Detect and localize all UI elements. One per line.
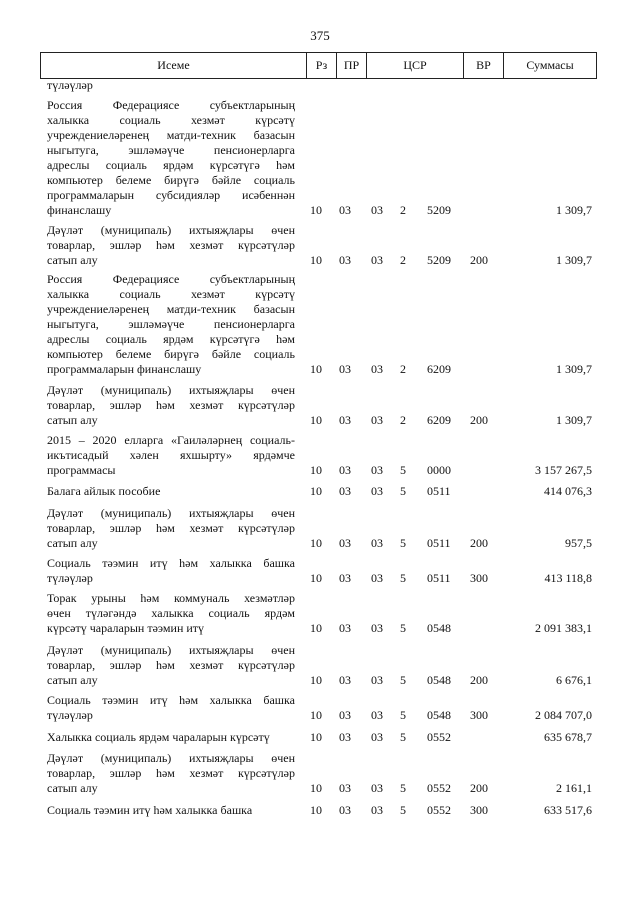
row-sum: 413 118,8 bbox=[544, 570, 592, 585]
row-csr-part2: 5 bbox=[400, 483, 406, 498]
table-row bbox=[0, 432, 640, 478]
row-name-line: ныгытуга, эшләмәүче пенсионерларга bbox=[47, 142, 295, 157]
row-name bbox=[47, 223, 295, 268]
row-sum: 1 309,7 bbox=[556, 361, 592, 376]
table-row bbox=[0, 271, 640, 377]
row-name-line: өчен түләгәндә халыкка социаль ярдәм bbox=[47, 605, 295, 620]
row-csr-part3: 0552 bbox=[427, 780, 451, 795]
table-row bbox=[0, 642, 640, 688]
row-pr: 03 bbox=[339, 535, 351, 550]
row-name-line: түләүләр bbox=[47, 570, 93, 585]
row-name-line: халыкка социаль хезмәт күрсәтү bbox=[47, 286, 295, 301]
row-rz: 10 bbox=[310, 570, 322, 585]
row-name-line: программаларын финанслашу bbox=[47, 361, 202, 376]
row-name-line: компьютер белеме бирүгә бәйле социаль bbox=[47, 346, 295, 361]
header-rz: Рз bbox=[306, 53, 336, 78]
row-name-line: 2015 – 2020 елларга «Гаиләләрнең социаль- bbox=[47, 432, 295, 447]
row-csr-part2: 5 bbox=[400, 780, 406, 795]
row-pr: 03 bbox=[339, 707, 351, 722]
row-csr-part1: 03 bbox=[371, 202, 383, 217]
row-pr: 03 bbox=[339, 361, 351, 376]
row-name-line: учреждениеләренең матди-техник базасын bbox=[47, 301, 295, 316]
row-csr-part3: 6209 bbox=[427, 361, 451, 376]
row-name-line: программасы bbox=[47, 462, 116, 477]
row-rz: 10 bbox=[310, 462, 322, 477]
row-vr: 200 bbox=[470, 780, 488, 795]
row-name bbox=[47, 506, 295, 551]
row-pr: 03 bbox=[339, 620, 351, 635]
row-name-line: сатып алу bbox=[47, 412, 98, 427]
row-name-line: финанслашу bbox=[47, 202, 112, 217]
row-name-line: икътисадый хәлен яхшырту» ярдәмче bbox=[47, 447, 295, 462]
row-csr-part1: 03 bbox=[371, 672, 383, 687]
table-row bbox=[0, 484, 640, 499]
row-csr-part2: 2 bbox=[400, 252, 406, 267]
row-name bbox=[47, 383, 295, 428]
row-name-line: Социаль тәэмин итү һәм халыкка башка bbox=[47, 555, 295, 570]
row-name-line: халыкка социаль хезмәт күрсәтү bbox=[47, 112, 295, 127]
row-name-line: Халыкка социаль ярдәм чараларын күрсәтү bbox=[47, 729, 270, 744]
row-sum: 414 076,3 bbox=[544, 483, 592, 498]
row-rz: 10 bbox=[310, 780, 322, 795]
row-name bbox=[47, 693, 295, 723]
row-name bbox=[47, 730, 295, 745]
row-sum: 635 678,7 bbox=[544, 729, 592, 744]
table-row bbox=[0, 693, 640, 723]
row-csr-part1: 03 bbox=[371, 620, 383, 635]
row-name-line: ныгытуга, эшләмәүче пенсионерларга bbox=[47, 316, 295, 331]
row-name bbox=[47, 433, 295, 478]
row-csr-part2: 5 bbox=[400, 535, 406, 550]
row-vr: 200 bbox=[470, 412, 488, 427]
row-name bbox=[47, 98, 295, 218]
row-name-line: түләүләр bbox=[47, 707, 93, 722]
table-row bbox=[0, 730, 640, 745]
row-csr-part1: 03 bbox=[371, 361, 383, 376]
table-row bbox=[0, 505, 640, 551]
row-name-line: сатып алу bbox=[47, 535, 98, 550]
row-csr-part1: 03 bbox=[371, 483, 383, 498]
row-csr-part3: 0511 bbox=[427, 570, 451, 585]
row-rz: 10 bbox=[310, 729, 322, 744]
row-name bbox=[47, 803, 295, 818]
row-sum: 633 517,6 bbox=[544, 802, 592, 817]
row-name-line: сатып алу bbox=[47, 252, 98, 267]
row-rz: 10 bbox=[310, 672, 322, 687]
table-row bbox=[0, 556, 640, 586]
row-pr: 03 bbox=[339, 252, 351, 267]
row-pr: 03 bbox=[339, 729, 351, 744]
row-csr-part3: 0548 bbox=[427, 672, 451, 687]
row-rz: 10 bbox=[310, 361, 322, 376]
row-pr: 03 bbox=[339, 780, 351, 795]
row-csr-part1: 03 bbox=[371, 570, 383, 585]
row-vr: 200 bbox=[470, 672, 488, 687]
row-csr-part2: 5 bbox=[400, 802, 406, 817]
row-name-line: Социаль тәэмин итү һәм халыкка башка bbox=[47, 692, 295, 707]
row-csr-part1: 03 bbox=[371, 252, 383, 267]
row-csr-part1: 03 bbox=[371, 412, 383, 427]
row-name-line: Дәүләт (муниципаль) ихтыяҗлары өчен bbox=[47, 222, 295, 237]
row-pr: 03 bbox=[339, 462, 351, 477]
row-pr: 03 bbox=[339, 570, 351, 585]
row-csr-part2: 5 bbox=[400, 462, 406, 477]
row-name-line: программаларын субсидияләр исәбеннән bbox=[47, 187, 295, 202]
row-csr-part1: 03 bbox=[371, 707, 383, 722]
table-row bbox=[0, 222, 640, 268]
row-sum: 3 157 267,5 bbox=[535, 462, 592, 477]
row-vr: 200 bbox=[470, 252, 488, 267]
row-csr-part2: 5 bbox=[400, 672, 406, 687]
row-csr-part1: 03 bbox=[371, 535, 383, 550]
row-name-line: күрсәтү чараларын тәэмин итү bbox=[47, 620, 205, 635]
row-name-line: Дәүләт (муниципаль) ихтыяҗлары өчен bbox=[47, 642, 295, 657]
row-name bbox=[47, 484, 295, 499]
row-csr-part2: 5 bbox=[400, 570, 406, 585]
row-csr-part1: 03 bbox=[371, 729, 383, 744]
row-sum: 2 161,1 bbox=[556, 780, 592, 795]
row-name-line: Россия Федерациясе субъектларының bbox=[47, 97, 295, 112]
row-csr-part2: 5 bbox=[400, 729, 406, 744]
row-name bbox=[47, 272, 295, 377]
table-row bbox=[0, 803, 640, 818]
row-pr: 03 bbox=[339, 202, 351, 217]
row-csr-part3: 0511 bbox=[427, 483, 451, 498]
row-name-line: адреслы социаль ярдәм күрсәтүгә һәм bbox=[47, 331, 295, 346]
row-sum: 6 676,1 bbox=[556, 672, 592, 687]
header-name: Исеме bbox=[157, 58, 190, 72]
row-csr-part2: 5 bbox=[400, 620, 406, 635]
row-name-line: товарлар, эшләр һәм хезмәт күрсәтүләр bbox=[47, 520, 295, 535]
row-name-line: Торак урыны һәм коммуналь хезмәтләр bbox=[47, 590, 295, 605]
row-name-line: компьютер белеме бирүгә бәйле социаль bbox=[47, 172, 295, 187]
row-name bbox=[47, 751, 295, 796]
row-name-line: товарлар, эшләр һәм хезмәт күрсәтүләр bbox=[47, 397, 295, 412]
row-name-line: адреслы социаль ярдәм күрсәтүгә һәм bbox=[47, 157, 295, 172]
row-rz: 10 bbox=[310, 535, 322, 550]
page-number: 375 bbox=[310, 28, 330, 43]
row-pr: 03 bbox=[339, 802, 351, 817]
row-name bbox=[47, 643, 295, 688]
row-pr: 03 bbox=[339, 483, 351, 498]
header-vr: ВР bbox=[463, 53, 503, 78]
row-name-line: түләүләр bbox=[47, 77, 93, 92]
row-name-line: товарлар, эшләр һәм хезмәт күрсәтүләр bbox=[47, 765, 295, 780]
row-rz: 10 bbox=[310, 202, 322, 217]
row-csr-part3: 5209 bbox=[427, 252, 451, 267]
row-rz: 10 bbox=[310, 802, 322, 817]
row-csr-part2: 5 bbox=[400, 707, 406, 722]
row-name-line: Россия Федерациясе субъектларының bbox=[47, 271, 295, 286]
row-name-line: товарлар, эшләр һәм хезмәт күрсәтүләр bbox=[47, 657, 295, 672]
row-name bbox=[47, 78, 295, 93]
row-name-line: сатып алу bbox=[47, 672, 98, 687]
table-row bbox=[0, 78, 640, 93]
row-vr: 300 bbox=[470, 802, 488, 817]
row-rz: 10 bbox=[310, 412, 322, 427]
row-csr-part3: 0511 bbox=[427, 535, 451, 550]
row-pr: 03 bbox=[339, 412, 351, 427]
table-row bbox=[0, 96, 640, 218]
table-row bbox=[0, 382, 640, 428]
row-name-line: Дәүләт (муниципаль) ихтыяҗлары өчен bbox=[47, 382, 295, 397]
row-csr-part1: 03 bbox=[371, 462, 383, 477]
row-name-line: Социаль тәэмин итү һәм халыкка башка bbox=[47, 802, 253, 817]
header-sum: Суммасы bbox=[503, 53, 596, 78]
row-vr: 300 bbox=[470, 570, 488, 585]
row-pr: 03 bbox=[339, 672, 351, 687]
header-pr: ПР bbox=[336, 53, 366, 78]
row-name bbox=[47, 556, 295, 586]
row-csr-part1: 03 bbox=[371, 802, 383, 817]
row-vr: 200 bbox=[470, 535, 488, 550]
row-csr-part3: 0548 bbox=[427, 707, 451, 722]
row-csr-part3: 5209 bbox=[427, 202, 451, 217]
row-csr-part3: 6209 bbox=[427, 412, 451, 427]
row-name-line: товарлар, эшләр һәм хезмәт күрсәтүләр bbox=[47, 237, 295, 252]
row-rz: 10 bbox=[310, 252, 322, 267]
row-name-line: сатып алу bbox=[47, 780, 98, 795]
table-row bbox=[0, 750, 640, 796]
row-csr-part3: 0552 bbox=[427, 729, 451, 744]
row-sum: 2 084 707,0 bbox=[535, 707, 592, 722]
row-sum: 2 091 383,1 bbox=[535, 620, 592, 635]
row-sum: 1 309,7 bbox=[556, 252, 592, 267]
row-csr-part2: 2 bbox=[400, 202, 406, 217]
row-sum: 1 309,7 bbox=[556, 202, 592, 217]
row-vr: 300 bbox=[470, 707, 488, 722]
row-csr-part3: 0548 bbox=[427, 620, 451, 635]
row-name-line: Балага айлык пособие bbox=[47, 483, 161, 498]
row-rz: 10 bbox=[310, 620, 322, 635]
row-csr-part3: 0552 bbox=[427, 802, 451, 817]
row-name-line: Дәүләт (муниципаль) ихтыяҗлары өчен bbox=[47, 750, 295, 765]
row-csr-part2: 2 bbox=[400, 361, 406, 376]
row-csr-part3: 0000 bbox=[427, 462, 451, 477]
row-name bbox=[47, 591, 295, 636]
row-rz: 10 bbox=[310, 483, 322, 498]
row-name-line: учреждениеләренең матди-техник базасын bbox=[47, 127, 295, 142]
row-name-line: Дәүләт (муниципаль) ихтыяҗлары өчен bbox=[47, 505, 295, 520]
row-csr-part2: 2 bbox=[400, 412, 406, 427]
row-sum: 1 309,7 bbox=[556, 412, 592, 427]
row-rz: 10 bbox=[310, 707, 322, 722]
row-csr-part1: 03 bbox=[371, 780, 383, 795]
row-sum: 957,5 bbox=[565, 535, 592, 550]
header-csr: ЦСР bbox=[366, 53, 463, 78]
table-row bbox=[0, 590, 640, 636]
